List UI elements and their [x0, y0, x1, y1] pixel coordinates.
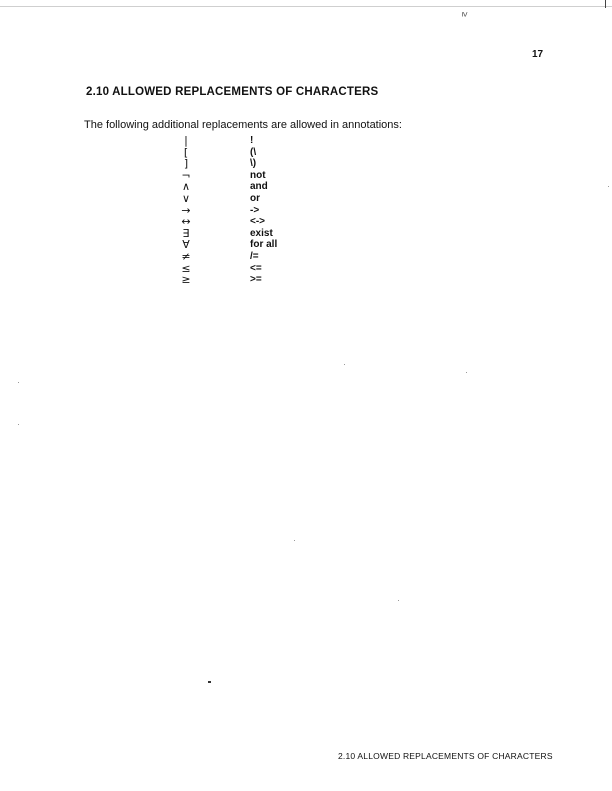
running-footer: 2.10 ALLOWED REPLACEMENTS OF CHARACTERS: [338, 751, 553, 761]
original-symbol: ¬: [181, 168, 191, 182]
replacement-text: \): [250, 158, 257, 170]
original-symbol: ≠: [181, 249, 191, 263]
scan-speck: [398, 600, 399, 601]
replacement-text: /=: [250, 250, 259, 262]
scan-speck: [18, 424, 19, 425]
page-number: 17: [532, 49, 544, 60]
replacement-text: <->: [250, 216, 266, 228]
original-symbol: ↔: [181, 215, 191, 229]
replacement-text: or: [250, 192, 260, 204]
original-symbol: ∃: [182, 226, 190, 240]
intro-paragraph: The following additional replacements are allowed in annotations:: [84, 119, 402, 131]
replacement-text: >=: [250, 274, 262, 286]
replacement-row: [176, 216, 356, 228]
scan-speck: [344, 364, 345, 365]
original-symbol: ]: [183, 157, 189, 171]
section-title: 2.10 ALLOWED REPLACEMENTS OF CHARACTERS: [86, 86, 379, 98]
scan-speck: [294, 540, 295, 541]
original-symbol: |: [184, 134, 188, 147]
corner-mark: ≥: [459, 12, 470, 17]
replacement-row: [176, 239, 356, 251]
original-symbol: [: [183, 145, 189, 159]
right-edge-mark: [605, 0, 606, 8]
scan-speck: [18, 382, 19, 383]
replacement-text: ->: [250, 204, 260, 216]
scan-speck: [208, 681, 211, 683]
replacement-table: [176, 135, 356, 286]
replacement-text: !: [250, 135, 254, 146]
original-symbol: ∨: [181, 191, 191, 205]
replacement-row: [176, 274, 356, 286]
replacement-row: [176, 193, 356, 205]
replacement-row: [176, 135, 356, 147]
replacement-row: [176, 251, 356, 263]
original-symbol: ≤: [181, 261, 191, 275]
original-symbol: ≥: [181, 273, 191, 287]
scan-speck: [608, 186, 609, 187]
replacement-row: [176, 263, 356, 275]
original-symbol: ∧: [181, 180, 191, 194]
replacement-text: (\: [250, 146, 257, 158]
replacement-text: not: [250, 169, 266, 181]
replacement-row: [176, 181, 356, 193]
replacement-row: [176, 205, 356, 217]
replacement-row: [176, 158, 356, 170]
original-symbol: →: [181, 203, 191, 217]
original-symbol: ∀: [182, 238, 190, 252]
scan-speck: [466, 372, 467, 373]
replacement-text: and: [250, 181, 268, 193]
replacement-text: for all: [250, 239, 278, 251]
replacement-text: <=: [250, 262, 262, 274]
replacement-row: [176, 147, 356, 159]
replacement-row: [176, 170, 356, 182]
replacement-text: exist: [250, 227, 273, 239]
top-border-line: [0, 6, 612, 7]
replacement-row: [176, 228, 356, 240]
